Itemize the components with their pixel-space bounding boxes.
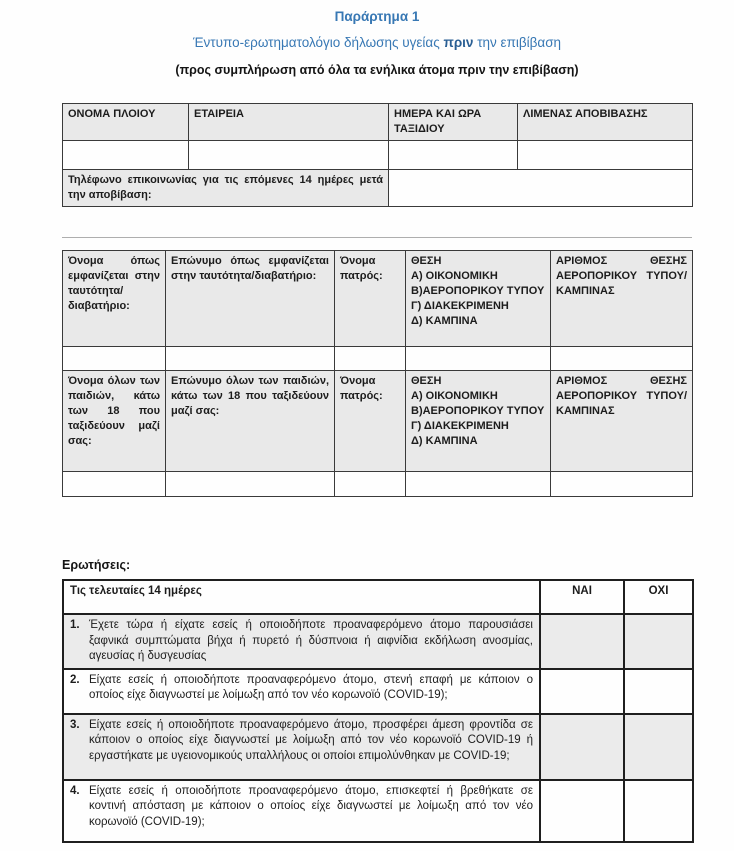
adult-father-name-header: Όνομα πατρός: xyxy=(335,251,406,347)
contact-phone-label: Τηλέφωνο επικοινωνίας για τις επόμενες 14 ημέρες μετά την αποβίβαση: xyxy=(63,170,389,207)
question-4-cell xyxy=(63,780,540,842)
seat-option-economy: Α) ΟΙΚΟΝΟΜΙΚΗ xyxy=(411,270,498,282)
question-3-no-cell[interactable] xyxy=(624,714,693,780)
question-2-no-cell[interactable] xyxy=(624,669,693,714)
ship-name-field[interactable] xyxy=(63,141,189,170)
question-4-number: 4. xyxy=(70,784,80,797)
question-row-4 xyxy=(63,780,693,842)
seat-option-economy: Α) ΟΙΚΟΝΟΜΙΚΗ xyxy=(411,390,498,402)
fill-instruction-note: (προς συμπλήρωση από όλα τα ενήλικα άτομα πριν την επιβίβαση) xyxy=(175,63,579,77)
adult-first-name-field[interactable] xyxy=(63,347,166,371)
yes-column-header: ΝΑΙ xyxy=(540,580,624,614)
phone-row xyxy=(63,170,693,207)
seat-option-distinguished: Γ) ΔΙΑΚΕΚΡΙΜΕΝΗ xyxy=(411,300,509,312)
subtitle-part1: Έντυπο-ερωτηματολόγιο δήλωσης υγείας xyxy=(192,35,440,50)
subtitle-part2: την επιβίβαση xyxy=(477,35,562,50)
question-4-yes-cell[interactable] xyxy=(540,780,624,842)
column-header-company: ΕΤΑΙΡΕΙΑ xyxy=(189,104,389,141)
trip-info-table xyxy=(62,103,693,207)
adult-first-name-header: Όνομα όπως εμφανίζεται στην ταυτότητα/ διαβατήριο: xyxy=(63,251,166,347)
column-header-ship-name: ΟΝΟΜΑ ΠΛΟΙΟΥ xyxy=(63,104,189,141)
question-1-yes-cell[interactable] xyxy=(540,614,624,669)
question-2-cell xyxy=(63,669,540,714)
questions-table xyxy=(62,579,694,843)
children-first-name-header: Όνομα όλων των παιδιών, κάτω των 18 που ταξιδεύουν μαζί σας: xyxy=(63,371,166,472)
question-2-text: Είχατε εσείς ή οποιοδήποτε προαναφερόμενο άτομο, στενή επαφή με κάποιον ο οποίος είχε διαγνωστεί με λοίμωξη από τον νέο κορωνοϊό (COVID-19); xyxy=(89,673,533,701)
company-field[interactable] xyxy=(189,141,389,170)
adult-seat-class-field[interactable] xyxy=(406,347,551,371)
travel-datetime-field[interactable] xyxy=(389,141,518,170)
children-seat-class-field[interactable] xyxy=(406,472,551,497)
adult-seat-number-field[interactable] xyxy=(551,347,693,371)
form-content xyxy=(62,0,692,843)
passenger-details-table xyxy=(62,250,693,497)
children-surname-field[interactable] xyxy=(166,472,335,497)
question-3-number: 3. xyxy=(70,718,80,731)
question-2-yes-cell[interactable] xyxy=(540,669,624,714)
trip-header-row xyxy=(63,104,693,141)
questions-header-row xyxy=(63,580,693,614)
adult-header-row xyxy=(63,251,693,347)
children-seat-class-header xyxy=(406,371,551,472)
children-surname-header: Επώνυμο όλων των παιδιών, κάτω των 18 που ταξιδεύουν μαζί σας: xyxy=(166,371,335,472)
no-column-header: ΟΧΙ xyxy=(624,580,693,614)
adult-seat-class-header xyxy=(406,251,551,347)
question-row-1 xyxy=(63,614,693,669)
seat-class-title: ΘΕΣΗ xyxy=(411,255,442,267)
question-row-3 xyxy=(63,714,693,780)
question-1-text: Έχετε τώρα ή είχατε εσείς ή οποιοδήποτε προαναφερόμενο άτομο παρουσιάσει ξαφνικά συμπτώματα βήχα ή πυρετό ή δύσπνοια ή αιφνίδια εκδήλωση ανοσμίας, αγευσίας ή δυσγευσίας xyxy=(89,619,533,662)
children-first-name-field[interactable] xyxy=(63,472,166,497)
adult-surname-header: Επώνυμο όπως εμφανίζεται στην ταυτότητα/διαβατήριο: xyxy=(166,251,335,347)
seat-option-distinguished: Γ) ΔΙΑΚΕΚΡΙΜΕΝΗ xyxy=(411,420,509,432)
disembark-port-field[interactable] xyxy=(518,141,693,170)
column-header-travel-datetime: ΗΜΕΡΑ ΚΑΙ ΩΡΑ ΤΑΞΙΔΙΟΥ xyxy=(389,104,518,141)
questions-period-header: Τις τελευταίες 14 ημέρες xyxy=(63,580,540,614)
question-1-no-cell[interactable] xyxy=(624,614,693,669)
children-seat-number-header: ΑΡΙΘΜΟΣ ΘΕΣΗΣ ΑΕΡΟΠΟΡΙΚΟΥ ΤΥΠΟΥ/ ΚΑΜΠΙΝΑΣ xyxy=(551,371,693,472)
seat-option-airline-type: Β)ΑΕΡΟΠΟΡΙΚΟΥ ΤΥΠΟΥ xyxy=(411,405,545,417)
question-row-2 xyxy=(63,669,693,714)
column-header-disembark-port: ΛΙΜΕΝΑΣ ΑΠΟΒΙΒΑΣΗΣ xyxy=(518,104,693,141)
adult-surname-field[interactable] xyxy=(166,347,335,371)
question-3-yes-cell[interactable] xyxy=(540,714,624,780)
children-header-row xyxy=(63,371,693,472)
question-2-number: 2. xyxy=(70,673,80,686)
question-3-cell xyxy=(63,714,540,780)
adult-seat-number-header: ΑΡΙΘΜΟΣ ΘΕΣΗΣ ΑΕΡΟΠΟΡΙΚΟΥ ΤΥΠΟΥ/ ΚΑΜΠΙΝΑΣ xyxy=(551,251,693,347)
page-title: Παράρτημα 1 xyxy=(334,9,420,24)
children-father-name-field[interactable] xyxy=(335,472,406,497)
seat-option-cabin: Δ) ΚΑΜΠΙΝΑ xyxy=(411,315,478,327)
children-father-name-header: Όνομα πατρός: xyxy=(335,371,406,472)
question-4-no-cell[interactable] xyxy=(624,780,693,842)
questions-section-label: Ερωτήσεις: xyxy=(62,558,131,572)
seat-class-title: ΘΕΣΗ xyxy=(411,375,442,387)
question-1-cell xyxy=(63,614,540,669)
question-3-text: Είχατε εσείς ή οποιοδήποτε προαναφερόμενο άτομο, προσφέρει άμεση φροντίδα σε κάποιον ο οποίος είχε διαγνωστεί με λοίμωξη από τον νέο κορωνοϊό COVID-19 ή εργαστήκατε με υγειονομικούς υπαλλήλους οι οποίοι επιμολύνθηκαν με COVID-19; xyxy=(89,718,533,762)
seat-option-cabin: Δ) ΚΑΜΠΙΝΑ xyxy=(411,435,478,447)
section-divider-line xyxy=(62,237,692,238)
subtitle-emphasis: πριν xyxy=(443,35,474,50)
contact-phone-field[interactable] xyxy=(389,170,693,207)
adult-values-row xyxy=(63,347,693,371)
trip-values-row xyxy=(63,141,693,170)
children-seat-number-field[interactable] xyxy=(551,472,693,497)
seat-option-airline-type: Β)ΑΕΡΟΠΟΡΙΚΟΥ ΤΥΠΟΥ xyxy=(411,285,545,297)
adult-father-name-field[interactable] xyxy=(335,347,406,371)
question-4-text: Είχατε εσείς ή οποιοδήποτε προαναφερόμενο άτομο, επισκεφτεί ή βρεθήκατε σε κοντινή απόσταση με κάποιον ο οποίος είχε διαγνωστεί με λοίμωξη από τον νέο κορωνοϊό (COVID-19); xyxy=(89,784,533,828)
question-1-number: 1. xyxy=(70,619,80,631)
children-values-row xyxy=(63,472,693,497)
form-subtitle xyxy=(62,35,692,50)
